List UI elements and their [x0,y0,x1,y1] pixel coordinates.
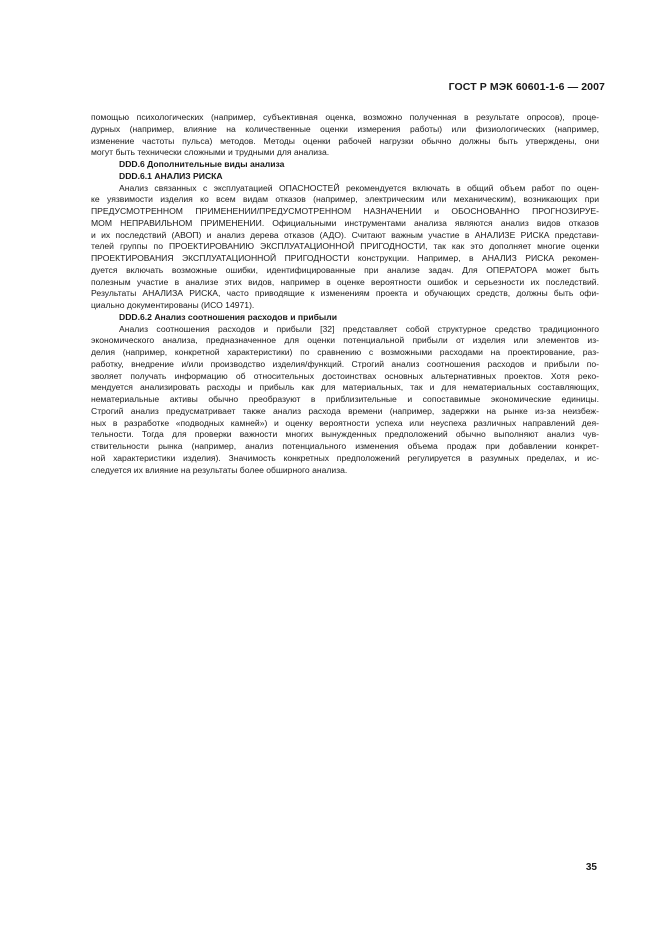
body-text-line: Результаты АНАЛИЗА РИСКА, часто приводящие к изменениям проекта и обучающих средств, должны быть офи- [91,288,599,299]
body-text-line: ке уязвимости изделия ко всем видам отказов (например, электрическим или механическим), возникающих при [91,194,599,205]
body-text-line: Строгий анализ предусматривает также анализ расхода времени (например, задержки на рынке из-за неизбеж- [91,405,599,416]
body-text-line: ПРЕДУСМОТРЕННОМ ПРИМЕНЕНИИ/ПРЕДУСМОТРЕННОМ НАЗНАЧЕНИИ и ОБОСНОВАННО ПРОГНОЗИРУЕ- [91,206,599,216]
body-text-line: зволяет получать информацию об относительных достоинствах основных альтернативных проектов. Хотя реко- [91,370,599,381]
body-text-line: нематериальные активы обычно преобразуют в приблизительные и сопоставимые экономические единицы. [91,394,599,404]
body-text-line: ПРОЕКТИРОВАНИЯ ЭКСПЛУАТАЦИОННОЙ ПРИГОДНОСТИ конструкции. Например, в АНАЛИЗ РИСКА рекомен- [91,253,599,263]
section-heading: DDD.6.2 Анализ соотношения расходов и прибыли [119,311,338,322]
body-text-line: тельности. Тогда для проверки важности многих вынужденных предположений обычно выполняют анализ чув- [91,429,599,440]
paragraph-first-line: Анализ соотношения расходов и прибыли [32] представляет собой структурное средство традиционного [119,323,599,334]
body-text-line: изменение частоты пульса) методов. Методы оценки рабочей нагрузки обычно должны быть утверждены, они [91,135,599,146]
body-text-line: ной характеристики изделия). Значимость конкретных предположений регулируется в разумных пределах, и ис- [91,452,599,463]
body-text-line: ных в разработке «подводных камней») и оценку вероятности успеха или неуспеха различных направлений дея- [91,417,599,428]
body-text-line: дуется включать возможные ошибки, идентифицированные при анализе задач. Для ОПЕРАТОРА может быть [91,264,599,275]
section-heading: DDD.6.1 АНАЛИЗ РИСКА [119,170,223,181]
paragraph-first-line: Анализ связанных с эксплуатацией ОПАСНОСТЕЙ рекомендуется включать в общий объем работ по оцен- [119,182,599,193]
page-number: 35 [585,862,597,873]
body-text-line: помощью психологических (например, субъективная оценка, возможно полученная в результате опросов), проце- [91,112,599,122]
body-text-line: и их последствий (АВОП) и анализ дерева отказов (АДО). Считают важным участие в АНАЛИЗЕ РИСКА представи- [91,229,599,240]
paragraph-last-line: следуется их влияние на результаты более обширного анализа. [91,464,348,475]
body-text-line: МОМ НЕПРАВИЛЬНОМ ПРИМЕНЕНИИ. Официальными инструментами анализа являются анализ видов отказов [91,217,599,228]
document-header: ГОСТ Р МЭК 60601-1-6 — 2007 [448,81,605,93]
body-text-line: экономического анализа, предназначенное для оценки потенциальной прибыли от изделия или элементов из- [91,335,599,346]
body-text-line: делия (например, конкретной характеристики) по сравнению с возможными расходами на проектирование, раз- [91,347,599,357]
body-text-line: телей группы по ПРОЕКТИРОВАНИЮ ЭКСПЛУАТАЦИОННОЙ ПРИГОДНОСТИ, так как это дополняет многие оценки [91,241,599,252]
paragraph-last-line: могут быть технически сложными и трудными для анализа. [91,147,330,158]
body-text-line: мендуется анализировать расходы и прибыль как для материальных, так и для нематериальных составляющих, [91,382,599,393]
paragraph-last-line: циально документированы (ИСО 14971). [91,300,255,310]
body-text-line: ствительности рынка (например, анализ потенциального изменения объема продаж при добавлении конкрет- [91,441,599,451]
body-text-line: работку, внедрение и/или производство изделия/функций. Строгий анализ соотношения расходов и прибыли по- [91,358,599,369]
section-heading: DDD.6 Дополнительные виды анализа [119,159,285,169]
document-body [91,112,599,476]
body-text-line: дурных (например, влияние на количественные оценки измерения работы) или физиологических (например, [91,123,599,134]
body-text-line: полезным участие в анализе этих видов, например в оценке вероятности ошибок и серьезности их последствий. [91,276,599,287]
